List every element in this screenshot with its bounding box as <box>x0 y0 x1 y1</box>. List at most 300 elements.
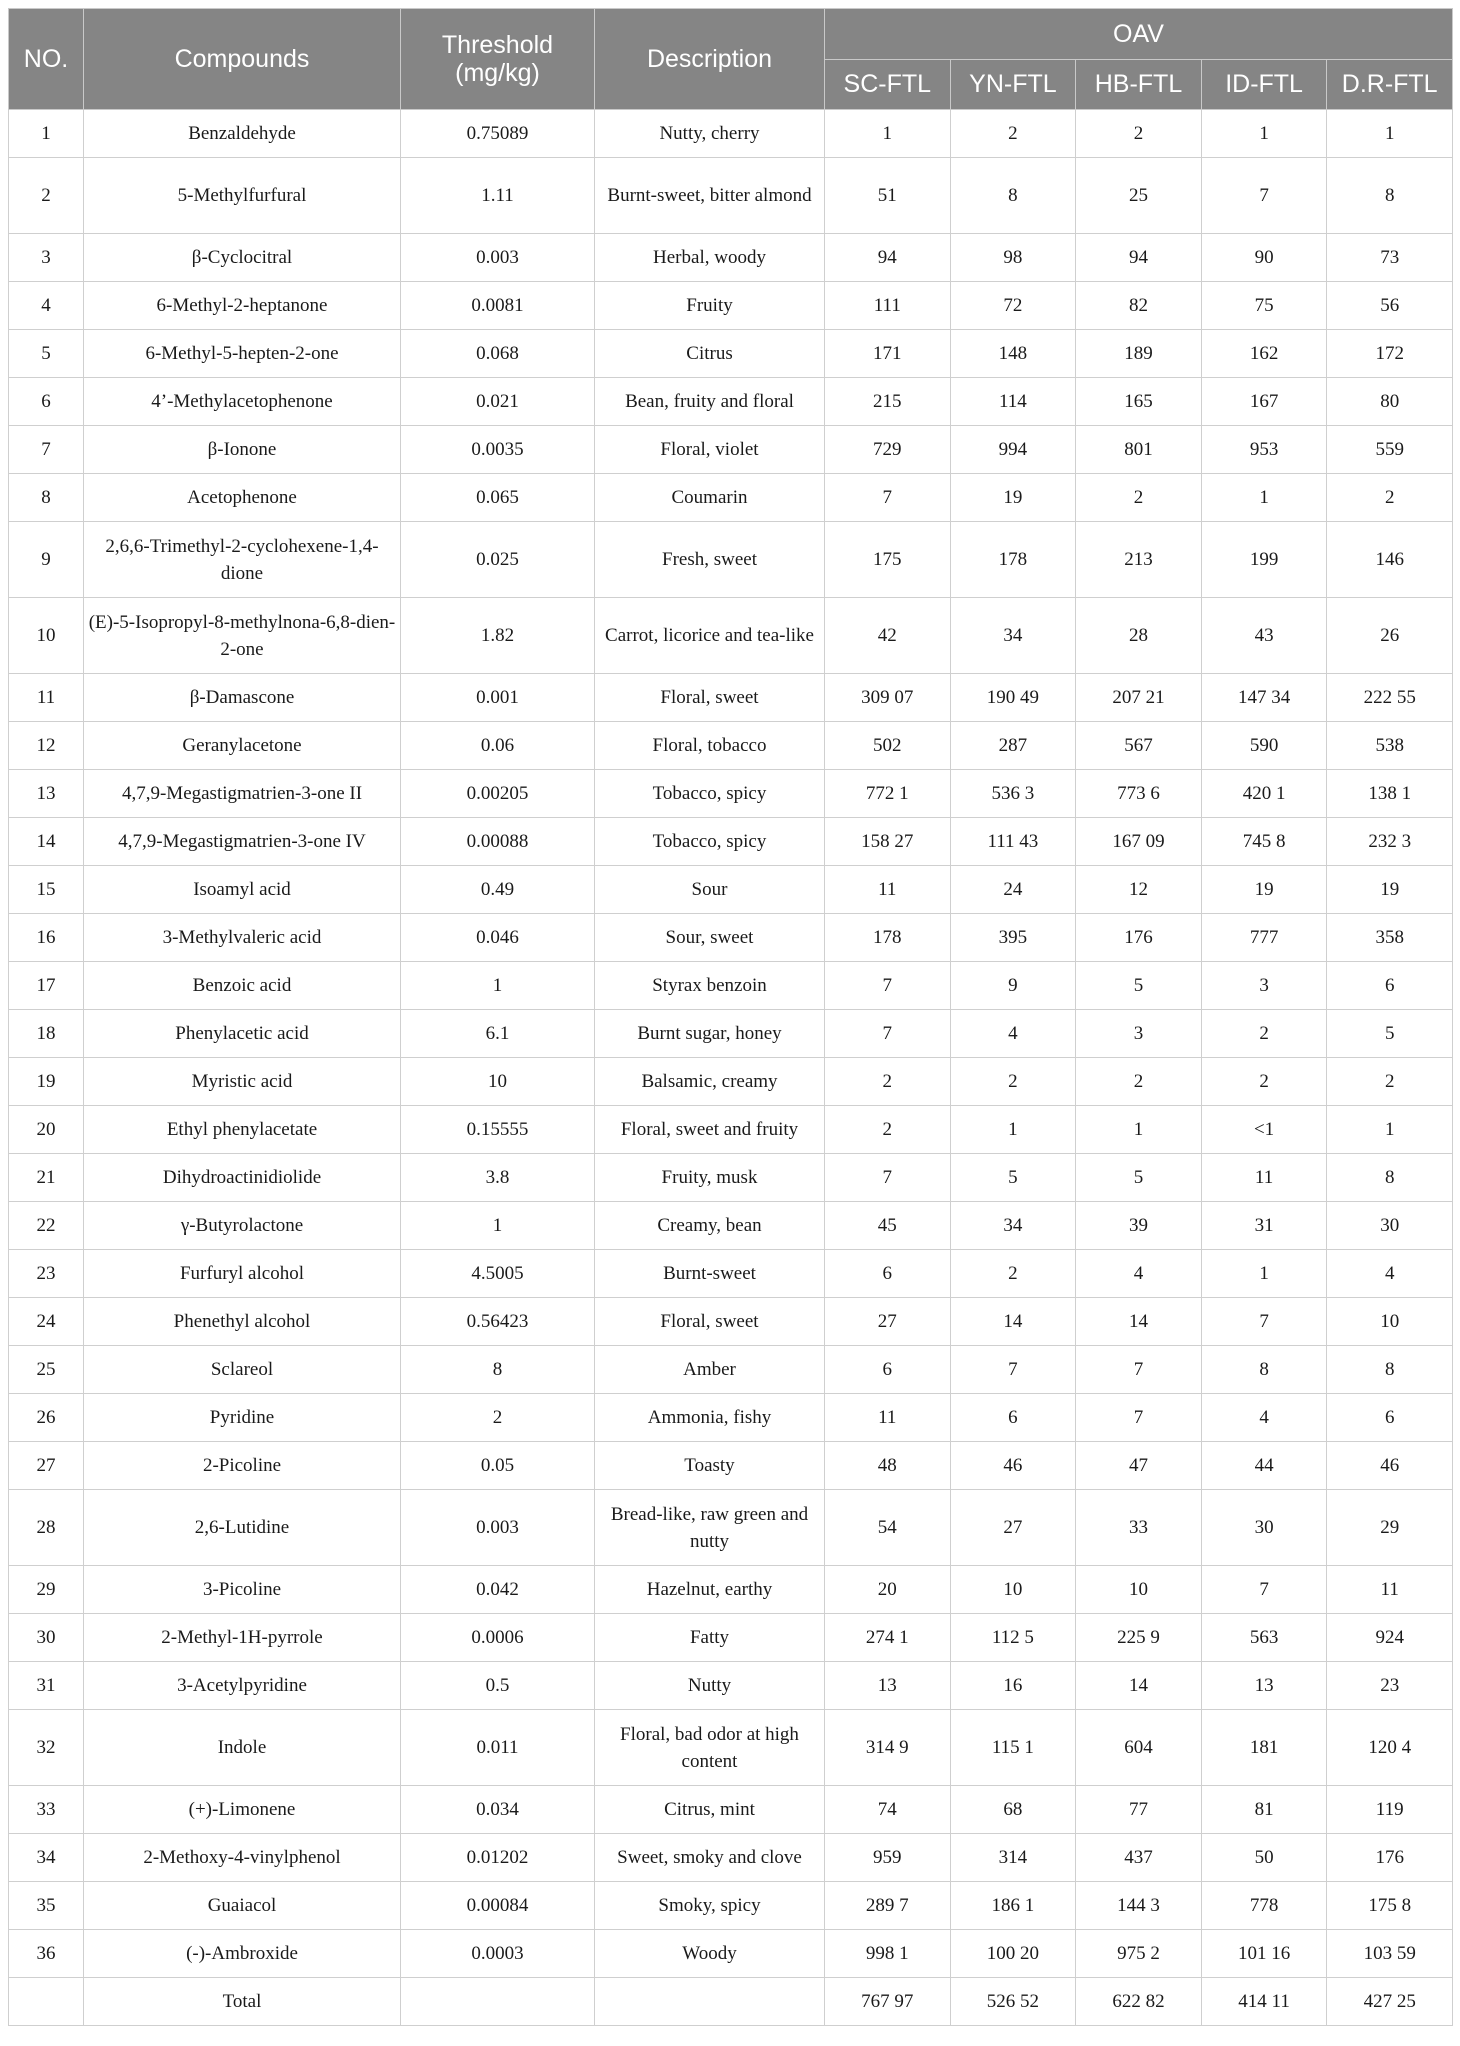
oav-value: 33 <box>1076 1490 1202 1566</box>
oav-value: 1 <box>1201 474 1327 522</box>
table-row <box>9 1298 1453 1346</box>
oav-value: 51 <box>825 158 951 234</box>
oav-value: 27 <box>825 1298 951 1346</box>
table-row <box>9 282 1453 330</box>
oav-value: 213 <box>1076 522 1202 598</box>
oav-value: 80 <box>1327 378 1453 426</box>
compound-name: β-Ionone <box>84 426 401 474</box>
table-row <box>9 1786 1453 1834</box>
oav-value: 567 <box>1076 722 1202 770</box>
odor-description: Citrus, mint <box>595 1786 825 1834</box>
oav-value: 536 3 <box>950 770 1076 818</box>
row-number: 24 <box>9 1298 84 1346</box>
oav-value: 207 21 <box>1076 674 1202 722</box>
row-number: 6 <box>9 378 84 426</box>
oav-value: 7 <box>1201 158 1327 234</box>
oav-value: 11 <box>1201 1154 1327 1202</box>
table-row <box>9 1394 1453 1442</box>
oav-value: 2 <box>1076 1058 1202 1106</box>
compound-name: Benzaldehyde <box>84 110 401 158</box>
compound-name: Benzoic acid <box>84 962 401 1010</box>
compound-name: 3-Acetylpyridine <box>84 1662 401 1710</box>
oav-value: 5 <box>950 1154 1076 1202</box>
oav-value: 7 <box>950 1346 1076 1394</box>
table-row <box>9 1710 1453 1786</box>
threshold-value: 0.00084 <box>401 1882 595 1930</box>
odor-description: Balsamic, creamy <box>595 1058 825 1106</box>
compound-name: 2-Picoline <box>84 1442 401 1490</box>
oav-value: 29 <box>1327 1490 1453 1566</box>
oav-value: 5 <box>1076 962 1202 1010</box>
table-row <box>9 1010 1453 1058</box>
header-oav-column: ID-FTL <box>1201 60 1327 110</box>
oav-value: 559 <box>1327 426 1453 474</box>
table-body <box>9 110 1453 2026</box>
oav-value: 101 16 <box>1201 1930 1327 1978</box>
oav-value: 34 <box>950 598 1076 674</box>
oav-table <box>8 8 1453 2026</box>
oav-value: 158 27 <box>825 818 951 866</box>
oav-value: 45 <box>825 1202 951 1250</box>
oav-value: 111 <box>825 282 951 330</box>
oav-value: 2 <box>950 110 1076 158</box>
threshold-value: 6.1 <box>401 1010 595 1058</box>
table-row <box>9 1566 1453 1614</box>
odor-description: Sour, sweet <box>595 914 825 962</box>
oav-value: 43 <box>1201 598 1327 674</box>
oav-value: 7 <box>1076 1394 1202 1442</box>
oav-value: 2 <box>1327 474 1453 522</box>
oav-value: 2 <box>825 1106 951 1154</box>
oav-value: 48 <box>825 1442 951 1490</box>
oav-value: 176 <box>1076 914 1202 962</box>
oav-value: 111 43 <box>950 818 1076 866</box>
oav-value: 7 <box>1201 1566 1327 1614</box>
oav-value: 8 <box>1327 1154 1453 1202</box>
table-row <box>9 1154 1453 1202</box>
oav-value: 178 <box>950 522 1076 598</box>
oav-value: 1 <box>825 110 951 158</box>
table-row <box>9 1058 1453 1106</box>
oav-value: 1 <box>1201 110 1327 158</box>
oav-value: 2 <box>1076 110 1202 158</box>
odor-description: Sweet, smoky and clove <box>595 1834 825 1882</box>
odor-description: Tobacco, spicy <box>595 770 825 818</box>
odor-description: Nutty, cherry <box>595 110 825 158</box>
oav-value: 19 <box>1201 866 1327 914</box>
threshold-value: 0.003 <box>401 234 595 282</box>
oav-value: 44 <box>1201 1442 1327 1490</box>
oav-value: 2 <box>950 1058 1076 1106</box>
table-row <box>9 234 1453 282</box>
odor-description: Fresh, sweet <box>595 522 825 598</box>
odor-description: Citrus <box>595 330 825 378</box>
oav-value: 144 3 <box>1076 1882 1202 1930</box>
table-row <box>9 1882 1453 1930</box>
compound-name: 6-Methyl-2-heptanone <box>84 282 401 330</box>
compound-name: Guaiacol <box>84 1882 401 1930</box>
total-oav-value: 414 11 <box>1201 1978 1327 2026</box>
table-row <box>9 818 1453 866</box>
oav-value: 309 07 <box>825 674 951 722</box>
row-number: 10 <box>9 598 84 674</box>
odor-description: Hazelnut, earthy <box>595 1566 825 1614</box>
oav-value: 25 <box>1076 158 1202 234</box>
threshold-value: 0.0003 <box>401 1930 595 1978</box>
odor-description: Burnt-sweet, bitter almond <box>595 158 825 234</box>
threshold-value: 3.8 <box>401 1154 595 1202</box>
oav-value: 729 <box>825 426 951 474</box>
oav-value: 994 <box>950 426 1076 474</box>
oav-value: 16 <box>950 1662 1076 1710</box>
odor-description: Floral, violet <box>595 426 825 474</box>
row-number: 1 <box>9 110 84 158</box>
oav-value: 975 2 <box>1076 1930 1202 1978</box>
oav-value: 7 <box>1076 1346 1202 1394</box>
oav-value: 1 <box>1327 1106 1453 1154</box>
oav-value: 148 <box>950 330 1076 378</box>
table-row <box>9 1834 1453 1882</box>
oav-value: 590 <box>1201 722 1327 770</box>
odor-description: Bread-like, raw green and nutty <box>595 1490 825 1566</box>
compound-name: 2,6,6-Trimethyl-2-cyclohexene-1,4-dione <box>84 522 401 598</box>
header-compounds: Compounds <box>84 9 401 110</box>
oav-value: 81 <box>1201 1786 1327 1834</box>
oav-value: 115 1 <box>950 1710 1076 1786</box>
odor-description: Burnt sugar, honey <box>595 1010 825 1058</box>
compound-name: 4,7,9-Megastigmatrien-3-one IV <box>84 818 401 866</box>
odor-description: Fruity <box>595 282 825 330</box>
header-threshold <box>401 9 595 110</box>
oav-value: 1 <box>950 1106 1076 1154</box>
compound-name: Geranylacetone <box>84 722 401 770</box>
row-number: 31 <box>9 1662 84 1710</box>
header-oav-column: HB-FTL <box>1076 60 1202 110</box>
compound-name: Indole <box>84 1710 401 1786</box>
row-number: 27 <box>9 1442 84 1490</box>
oav-value: 119 <box>1327 1786 1453 1834</box>
oav-value: 13 <box>825 1662 951 1710</box>
compound-name: β-Cyclocitral <box>84 234 401 282</box>
compound-name: 3-Picoline <box>84 1566 401 1614</box>
compound-name: Sclareol <box>84 1346 401 1394</box>
compound-name: (-)-Ambroxide <box>84 1930 401 1978</box>
oav-value: 72 <box>950 282 1076 330</box>
odor-description: Floral, sweet <box>595 1298 825 1346</box>
row-number: 17 <box>9 962 84 1010</box>
compound-name: Ethyl phenylacetate <box>84 1106 401 1154</box>
compound-name: Furfuryl alcohol <box>84 1250 401 1298</box>
table-row <box>9 1490 1453 1566</box>
oav-value: 502 <box>825 722 951 770</box>
oav-value: 186 1 <box>950 1882 1076 1930</box>
oav-value: 6 <box>825 1250 951 1298</box>
total-oav-value: 622 82 <box>1076 1978 1202 2026</box>
oav-value: 176 <box>1327 1834 1453 1882</box>
oav-value: 47 <box>1076 1442 1202 1490</box>
oav-value: 181 <box>1201 1710 1327 1786</box>
compound-name: (E)-5-Isopropyl-8-methylnona-6,8-dien-2-one <box>84 598 401 674</box>
oav-value: 14 <box>1076 1662 1202 1710</box>
oav-value: 167 <box>1201 378 1327 426</box>
total-row-number <box>9 1978 84 2026</box>
threshold-value: 0.00088 <box>401 818 595 866</box>
oav-value: 34 <box>950 1202 1076 1250</box>
row-number: 35 <box>9 1882 84 1930</box>
row-number: 32 <box>9 1710 84 1786</box>
oav-value: 5 <box>1327 1010 1453 1058</box>
oav-value: 94 <box>1076 234 1202 282</box>
row-number: 3 <box>9 234 84 282</box>
oav-value: 189 <box>1076 330 1202 378</box>
oav-value: 11 <box>1327 1566 1453 1614</box>
table-row <box>9 1250 1453 1298</box>
compound-name: 3-Methylvaleric acid <box>84 914 401 962</box>
threshold-value: 0.56423 <box>401 1298 595 1346</box>
oav-value: 745 8 <box>1201 818 1327 866</box>
threshold-value: 0.0035 <box>401 426 595 474</box>
oav-value: 6 <box>825 1346 951 1394</box>
oav-value: 100 20 <box>950 1930 1076 1978</box>
oav-value: 74 <box>825 1786 951 1834</box>
table-row <box>9 770 1453 818</box>
oav-value: 2 <box>950 1250 1076 1298</box>
oav-value: 8 <box>950 158 1076 234</box>
oav-value: 94 <box>825 234 951 282</box>
row-number: 5 <box>9 330 84 378</box>
oav-value: 314 <box>950 1834 1076 1882</box>
header-oav-column: D.R-FTL <box>1327 60 1453 110</box>
oav-value: 1 <box>1327 110 1453 158</box>
oav-value: 289 7 <box>825 1882 951 1930</box>
table-row <box>9 1614 1453 1662</box>
threshold-value: 1 <box>401 1202 595 1250</box>
compound-name: (+)-Limonene <box>84 1786 401 1834</box>
table-row <box>9 914 1453 962</box>
table-row <box>9 598 1453 674</box>
table-row <box>9 474 1453 522</box>
oav-value: 9 <box>950 962 1076 1010</box>
odor-description: Smoky, spicy <box>595 1882 825 1930</box>
row-number: 29 <box>9 1566 84 1614</box>
oav-value: 4 <box>1076 1250 1202 1298</box>
compound-name: Pyridine <box>84 1394 401 1442</box>
row-number: 13 <box>9 770 84 818</box>
oav-value: 772 1 <box>825 770 951 818</box>
odor-description: Amber <box>595 1346 825 1394</box>
row-number: 7 <box>9 426 84 474</box>
oav-value: 171 <box>825 330 951 378</box>
row-number: 9 <box>9 522 84 598</box>
odor-description: Tobacco, spicy <box>595 818 825 866</box>
oav-value: 4 <box>950 1010 1076 1058</box>
oav-value: 5 <box>1076 1154 1202 1202</box>
oav-value: 358 <box>1327 914 1453 962</box>
oav-value: 7 <box>825 474 951 522</box>
compound-name: Isoamyl acid <box>84 866 401 914</box>
odor-description: Toasty <box>595 1442 825 1490</box>
table-row <box>9 1106 1453 1154</box>
oav-value: 138 1 <box>1327 770 1453 818</box>
oav-value: 23 <box>1327 1662 1453 1710</box>
odor-description: Floral, bad odor at high content <box>595 1710 825 1786</box>
table-row <box>9 866 1453 914</box>
threshold-value: 0.068 <box>401 330 595 378</box>
row-number: 4 <box>9 282 84 330</box>
oav-value: 420 1 <box>1201 770 1327 818</box>
row-number: 18 <box>9 1010 84 1058</box>
header-description: Description <box>595 9 825 110</box>
oav-value: 82 <box>1076 282 1202 330</box>
odor-description: Fatty <box>595 1614 825 1662</box>
header-threshold-label: Threshold (mg/kg) <box>441 31 554 87</box>
threshold-value: 0.15555 <box>401 1106 595 1154</box>
oav-value: 2 <box>1327 1058 1453 1106</box>
oav-value: 24 <box>950 866 1076 914</box>
row-number: 34 <box>9 1834 84 1882</box>
total-oav-value: 427 25 <box>1327 1978 1453 2026</box>
threshold-value: 0.05 <box>401 1442 595 1490</box>
threshold-value: 0.49 <box>401 866 595 914</box>
oav-value: 165 <box>1076 378 1202 426</box>
oav-value: 162 <box>1201 330 1327 378</box>
odor-description: Ammonia, fishy <box>595 1394 825 1442</box>
row-number: 21 <box>9 1154 84 1202</box>
threshold-value: 1 <box>401 962 595 1010</box>
oav-value: 801 <box>1076 426 1202 474</box>
oav-value: 2 <box>825 1058 951 1106</box>
oav-value: 2 <box>1076 474 1202 522</box>
oav-value: 4 <box>1327 1250 1453 1298</box>
oav-value: 13 <box>1201 1662 1327 1710</box>
oav-value: 172 <box>1327 330 1453 378</box>
threshold-value: 0.046 <box>401 914 595 962</box>
odor-description: Coumarin <box>595 474 825 522</box>
threshold-value: 0.75089 <box>401 110 595 158</box>
compound-name: β-Damascone <box>84 674 401 722</box>
oav-value: 30 <box>1327 1202 1453 1250</box>
odor-description: Woody <box>595 1930 825 1978</box>
threshold-value: 0.042 <box>401 1566 595 1614</box>
odor-description: Creamy, bean <box>595 1202 825 1250</box>
threshold-value: 0.001 <box>401 674 595 722</box>
table-row <box>9 722 1453 770</box>
oav-value: 30 <box>1201 1490 1327 1566</box>
oav-value: 8 <box>1327 1346 1453 1394</box>
header-oav-column: SC-FTL <box>825 60 951 110</box>
oav-value: 7 <box>825 1010 951 1058</box>
oav-value: 146 <box>1327 522 1453 598</box>
table-row <box>9 1346 1453 1394</box>
oav-value: 31 <box>1201 1202 1327 1250</box>
oav-value: 4 <box>1201 1394 1327 1442</box>
threshold-value: 0.06 <box>401 722 595 770</box>
oav-value: 42 <box>825 598 951 674</box>
total-description <box>595 1978 825 2026</box>
oav-value: 437 <box>1076 1834 1202 1882</box>
oav-value: 6 <box>1327 962 1453 1010</box>
oav-value: 12 <box>1076 866 1202 914</box>
row-number: 12 <box>9 722 84 770</box>
odor-description: Bean, fruity and floral <box>595 378 825 426</box>
compound-name: 2-Methoxy-4-vinylphenol <box>84 1834 401 1882</box>
total-row <box>9 1978 1453 2026</box>
odor-description: Floral, sweet <box>595 674 825 722</box>
oav-value: 175 <box>825 522 951 598</box>
row-number: 23 <box>9 1250 84 1298</box>
oav-value: 11 <box>825 866 951 914</box>
compound-name: Dihydroactinidiolide <box>84 1154 401 1202</box>
oav-value: 604 <box>1076 1710 1202 1786</box>
oav-value: 778 <box>1201 1882 1327 1930</box>
oav-value: 222 55 <box>1327 674 1453 722</box>
table-row <box>9 378 1453 426</box>
oav-value: 395 <box>950 914 1076 962</box>
oav-value: 563 <box>1201 1614 1327 1662</box>
oav-value: 147 34 <box>1201 674 1327 722</box>
oav-value: 19 <box>1327 866 1453 914</box>
oav-value: 190 49 <box>950 674 1076 722</box>
oav-value: 114 <box>950 378 1076 426</box>
compound-name: Myristic acid <box>84 1058 401 1106</box>
row-number: 19 <box>9 1058 84 1106</box>
oav-value: 98 <box>950 234 1076 282</box>
oav-value: 287 <box>950 722 1076 770</box>
header-no: NO. <box>9 9 84 110</box>
total-oav-value: 526 52 <box>950 1978 1076 2026</box>
threshold-value: 10 <box>401 1058 595 1106</box>
threshold-value: 0.025 <box>401 522 595 598</box>
threshold-value: 0.5 <box>401 1662 595 1710</box>
oav-value: 75 <box>1201 282 1327 330</box>
oav-value: 1 <box>1201 1250 1327 1298</box>
table-row <box>9 522 1453 598</box>
oav-value: 10 <box>950 1566 1076 1614</box>
oav-value: 538 <box>1327 722 1453 770</box>
table-row <box>9 962 1453 1010</box>
table-header <box>9 9 1453 110</box>
oav-value: 178 <box>825 914 951 962</box>
threshold-value: 0.0006 <box>401 1614 595 1662</box>
threshold-value: 1.82 <box>401 598 595 674</box>
oav-value: 68 <box>950 1786 1076 1834</box>
threshold-value: 0.01202 <box>401 1834 595 1882</box>
oav-value: 225 9 <box>1076 1614 1202 1662</box>
total-oav-value: 767 97 <box>825 1978 951 2026</box>
oav-value: 7 <box>825 1154 951 1202</box>
oav-value: 8 <box>1327 158 1453 234</box>
oav-value: 959 <box>825 1834 951 1882</box>
compound-name: Acetophenone <box>84 474 401 522</box>
row-number: 11 <box>9 674 84 722</box>
row-number: 28 <box>9 1490 84 1566</box>
oav-value: 39 <box>1076 1202 1202 1250</box>
row-number: 8 <box>9 474 84 522</box>
odor-description: Burnt-sweet <box>595 1250 825 1298</box>
oav-value: 175 8 <box>1327 1882 1453 1930</box>
oav-value: 46 <box>950 1442 1076 1490</box>
oav-value: 998 1 <box>825 1930 951 1978</box>
oav-value: 1 <box>1076 1106 1202 1154</box>
oav-value: 274 1 <box>825 1614 951 1662</box>
header-oav: OAV <box>825 9 1453 60</box>
row-number: 33 <box>9 1786 84 1834</box>
compound-name: 4,7,9-Megastigmatrien-3-one II <box>84 770 401 818</box>
row-number: 26 <box>9 1394 84 1442</box>
oav-value: 953 <box>1201 426 1327 474</box>
table-row <box>9 1662 1453 1710</box>
oav-value: 924 <box>1327 1614 1453 1662</box>
